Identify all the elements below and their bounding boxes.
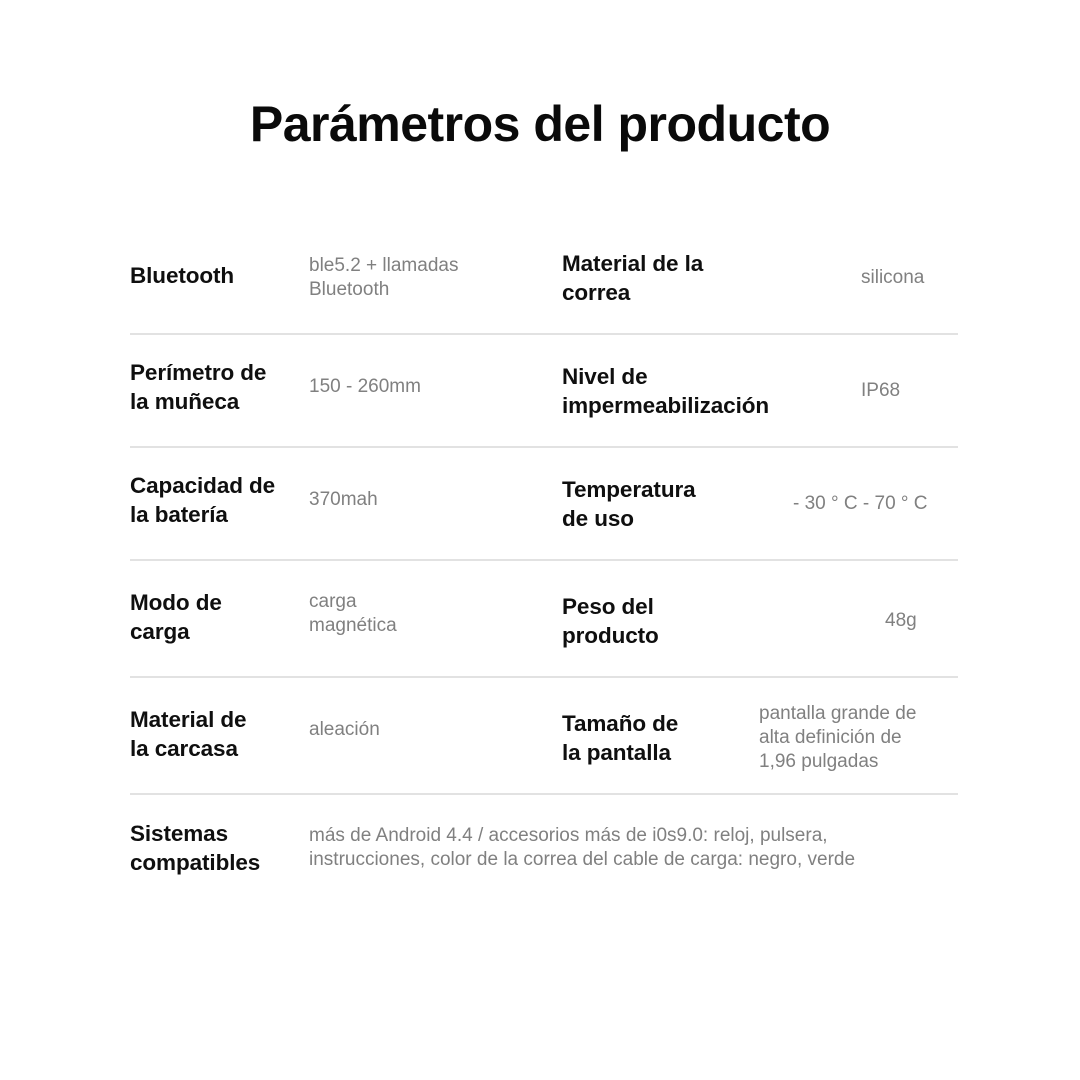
value-line: aleación bbox=[309, 719, 380, 740]
row-divider bbox=[130, 333, 958, 335]
value-line: carga bbox=[309, 591, 357, 612]
value-line: Bluetooth bbox=[309, 279, 390, 300]
row-divider bbox=[130, 559, 958, 561]
spec-value-compatible-systems bbox=[309, 824, 855, 872]
label-line: Capacidad de bbox=[130, 473, 276, 498]
spec-label-screen-size bbox=[562, 709, 678, 767]
label-line: Nivel de bbox=[562, 364, 648, 389]
spec-value-strap-material bbox=[861, 266, 924, 290]
value-line: alta definición de bbox=[759, 727, 902, 748]
spec-label-strap-material bbox=[562, 249, 703, 307]
row-divider bbox=[130, 793, 958, 795]
value-line: 1,96 pulgadas bbox=[759, 751, 879, 772]
label-line: la pantalla bbox=[562, 740, 671, 765]
spec-value-wrist-perimeter bbox=[309, 375, 421, 399]
value-line: 370mah bbox=[309, 489, 378, 510]
label-line: Peso del bbox=[562, 594, 654, 619]
value-line: IP68 bbox=[861, 380, 901, 401]
value-line: más de Android 4.4 / accesorios más de i0s9.0: reloj, pulsera, bbox=[309, 825, 828, 846]
label-line: la batería bbox=[130, 502, 228, 527]
label-line: Temperatura bbox=[562, 477, 696, 502]
label-line: Tamaño de bbox=[562, 711, 679, 736]
spec-value-charging-mode bbox=[309, 590, 397, 638]
row-divider bbox=[130, 676, 958, 678]
value-line: 48g bbox=[885, 610, 917, 631]
value-line: silicona bbox=[861, 267, 925, 288]
label-line: Material de bbox=[130, 707, 247, 732]
label-line: impermeabilización bbox=[562, 393, 770, 418]
spec-value-case-material bbox=[309, 718, 380, 742]
spec-value-waterproof-level bbox=[861, 379, 900, 403]
label-line: de uso bbox=[562, 506, 634, 531]
spec-label-waterproof-level bbox=[562, 362, 769, 420]
label-line: compatibles bbox=[130, 850, 261, 875]
label-line: la muñeca bbox=[130, 389, 240, 414]
value-line: 150 - 260mm bbox=[309, 376, 421, 397]
spec-label-product-weight bbox=[562, 592, 659, 650]
spec-label-operating-temperature bbox=[562, 475, 696, 533]
row-divider bbox=[130, 446, 958, 448]
page-title: Parámetros del producto bbox=[249, 96, 831, 152]
label-line: Bluetooth bbox=[130, 263, 235, 288]
value-line: pantalla grande de bbox=[759, 703, 917, 724]
value-line: magnética bbox=[309, 615, 397, 636]
spec-value-bluetooth bbox=[309, 254, 458, 302]
value-line: - 30 ° C - 70 ° C bbox=[793, 493, 928, 514]
spec-label-case-material bbox=[130, 705, 246, 763]
value-line: instrucciones, color de la correa del cable de carga: negro, verde bbox=[309, 849, 856, 870]
spec-value-product-weight bbox=[885, 609, 917, 633]
label-line: Perímetro de bbox=[130, 360, 267, 385]
spec-value-screen-size bbox=[759, 702, 916, 774]
spec-label-battery-capacity bbox=[130, 471, 275, 529]
label-line: correa bbox=[562, 280, 631, 305]
spec-label-compatible-systems bbox=[130, 819, 260, 877]
label-line: Material de la bbox=[562, 251, 704, 276]
label-line: carga bbox=[130, 619, 190, 644]
spec-label-wrist-perimeter bbox=[130, 358, 266, 416]
spec-label-charging-mode bbox=[130, 588, 222, 646]
value-line: ble5.2 + llamadas bbox=[309, 255, 459, 276]
spec-value-battery-capacity bbox=[309, 488, 378, 512]
spec-label-bluetooth bbox=[130, 261, 234, 290]
spec-value-operating-temperature bbox=[793, 492, 928, 516]
label-line: producto bbox=[562, 623, 659, 648]
label-line: la carcasa bbox=[130, 736, 238, 761]
label-line: Modo de bbox=[130, 590, 222, 615]
label-line: Sistemas bbox=[130, 821, 229, 846]
